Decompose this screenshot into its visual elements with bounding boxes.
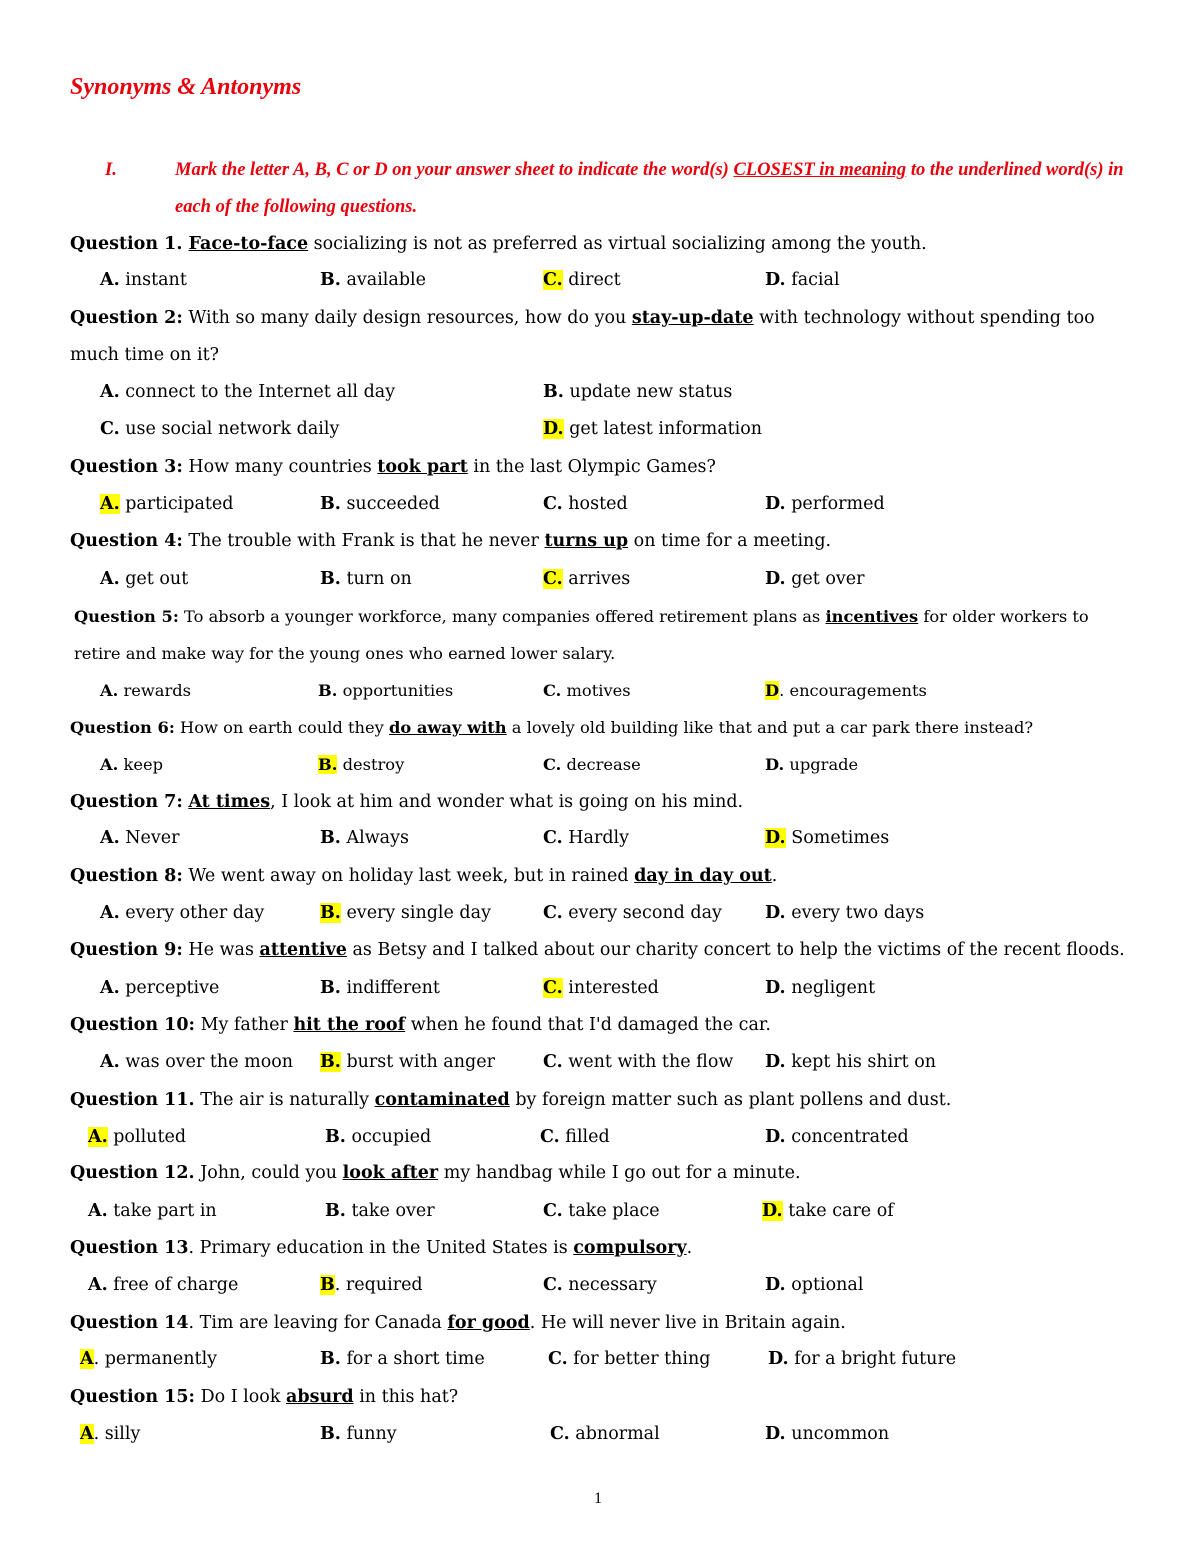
option-text: succeeded (340, 494, 440, 514)
option-10-c (543, 1044, 733, 1081)
option-7-a (100, 820, 180, 857)
question-text: Do I look (195, 1387, 287, 1407)
option-5-a (100, 672, 191, 709)
option-7-c (543, 820, 629, 857)
question-label: Question 14 (70, 1313, 189, 1333)
underlined-word: for good (447, 1313, 530, 1333)
option-3-d (765, 486, 885, 523)
option-1-d (765, 262, 840, 299)
option-letter: B. (320, 978, 341, 998)
option-text: get out (119, 569, 189, 589)
option-letter: A. (100, 569, 120, 589)
option-text: available (340, 270, 426, 290)
option-letter: D. (765, 1127, 786, 1147)
question-text: . Primary education in the United States is (188, 1238, 574, 1258)
option-letter: B. (320, 828, 341, 848)
instruction-post: to the underlined word(s) in each of the following questions. (175, 160, 1124, 217)
option-letter: B. (543, 382, 564, 402)
option-text: every single day (340, 903, 491, 923)
option-letter: D. (768, 1349, 789, 1369)
option-letter: D. (765, 828, 786, 848)
question-11 (70, 1082, 1135, 1119)
option-letter: D. (765, 1275, 786, 1295)
option-text: upgrade (784, 755, 859, 774)
question-label: Question 1. (70, 234, 189, 254)
question-label: Question 10: (70, 1015, 195, 1035)
underlined-word: look after (342, 1163, 439, 1183)
question-text: as Betsy and I talked about our charity concert to help the victims of the recent floods. (346, 940, 1125, 960)
option-text: use social network daily (119, 419, 340, 439)
option-4-b (320, 561, 412, 598)
option-letter: A. (88, 1127, 108, 1147)
option-text: . silly (93, 1424, 141, 1444)
question-10 (70, 1007, 1135, 1044)
option-6-d (765, 746, 858, 783)
option-15-a (80, 1416, 140, 1453)
option-15-d (765, 1416, 889, 1453)
option-6-c (543, 746, 641, 783)
option-text: . encouragements (779, 681, 927, 700)
question-5 (74, 598, 1139, 672)
question-6 (70, 709, 1135, 746)
underlined-word: compulsory (573, 1238, 687, 1258)
option-6-a (100, 746, 163, 783)
option-8-c (543, 895, 722, 932)
page-number: 1 (594, 1490, 602, 1507)
option-letter: D. (765, 1424, 786, 1444)
question-label: Question 13 (70, 1238, 189, 1258)
option-letter: A. (100, 270, 120, 290)
option-7-b (320, 820, 409, 857)
option-letter: A (80, 1349, 94, 1369)
option-text: polluted (107, 1127, 187, 1147)
option-text: Never (119, 828, 180, 848)
option-text: Always (340, 828, 409, 848)
option-text: every other day (119, 903, 265, 923)
option-text: decrease (561, 755, 641, 774)
option-14-a (80, 1341, 217, 1378)
question-text: . (686, 1238, 693, 1258)
option-2-b (543, 374, 732, 411)
option-letter: A (80, 1424, 94, 1444)
option-text: . permanently (93, 1349, 218, 1369)
option-text: kept his shirt on (785, 1052, 937, 1072)
option-text: necessary (562, 1275, 657, 1295)
option-3-b (320, 486, 440, 523)
option-text: indifferent (340, 978, 440, 998)
option-11-c (540, 1119, 610, 1156)
option-text: was over the moon (119, 1052, 294, 1072)
option-text: direct (562, 270, 621, 290)
option-letter: B. (325, 1127, 346, 1147)
option-text: arrives (562, 569, 631, 589)
option-text: concentrated (785, 1127, 909, 1147)
option-text: get latest information (563, 419, 763, 439)
option-text: interested (562, 978, 659, 998)
option-12-a (88, 1193, 217, 1230)
option-text: optional (785, 1275, 864, 1295)
option-letter: B (320, 1275, 335, 1295)
question-text: My father (195, 1015, 294, 1035)
question-text: To absorb a younger workforce, many companies offered retirement plans as (178, 607, 826, 626)
question-text: by foreign matter such as plant pollens and dust. (509, 1090, 952, 1110)
option-1-b (320, 262, 426, 299)
option-3-c (543, 486, 628, 523)
option-letter: A. (100, 681, 119, 700)
option-letter: C. (100, 419, 120, 439)
option-letter: A. (100, 755, 119, 774)
option-letter: C. (543, 755, 562, 774)
option-1-c (543, 262, 621, 299)
option-9-b (320, 970, 440, 1007)
option-letter: C. (543, 1201, 563, 1221)
option-text: facial (785, 270, 840, 290)
option-9-d (765, 970, 875, 1007)
question-label: Question 4: (70, 531, 183, 551)
option-letter: D. (762, 1201, 783, 1221)
option-14-b (320, 1341, 485, 1378)
option-10-a (100, 1044, 293, 1081)
option-5-c (543, 672, 631, 709)
option-letter: C. (543, 828, 563, 848)
option-10-b (320, 1044, 495, 1081)
question-label: Question 8: (70, 866, 183, 886)
option-text: burst with anger (340, 1052, 495, 1072)
instruction-text (175, 152, 1135, 226)
option-text: abnormal (569, 1424, 660, 1444)
option-letter: A. (88, 1201, 108, 1221)
option-letter: A. (100, 978, 120, 998)
question-1 (70, 226, 1135, 263)
option-letter: C. (543, 569, 563, 589)
question-text: How on earth could they (174, 718, 389, 737)
option-text: . required (334, 1275, 423, 1295)
question-text: The air is naturally (194, 1090, 375, 1110)
option-text: every second day (562, 903, 722, 923)
question-text: . Tim are leaving for Canada (188, 1313, 448, 1333)
option-text: went with the flow (562, 1052, 734, 1072)
option-letter: C. (543, 1275, 563, 1295)
option-9-c (543, 970, 659, 1007)
instruction-pre: Mark the letter A, B, C or D on your answer sheet to indicate the word(s) (175, 160, 734, 180)
option-letter: C. (543, 681, 562, 700)
option-6-b (318, 746, 404, 783)
question-label: Question 15: (70, 1387, 195, 1407)
option-15-c (550, 1416, 660, 1453)
option-8-d (765, 895, 924, 932)
option-letter: A. (100, 903, 120, 923)
question-label: Question 5: (74, 607, 179, 626)
option-text: uncommon (785, 1424, 890, 1444)
question-text: for older workers to retire and make way for the young ones who earned lower salary. (74, 607, 1089, 663)
option-letter: B. (320, 1424, 341, 1444)
question-text: when he found that I'd damaged the car. (405, 1015, 771, 1035)
option-text: destroy (337, 755, 405, 774)
option-letter: B. (320, 1349, 341, 1369)
option-letter: D. (765, 1052, 786, 1072)
question-text: . He will never live in Britain again. (529, 1313, 846, 1333)
option-8-b (320, 895, 491, 932)
option-12-c (543, 1193, 660, 1230)
option-12-b (325, 1193, 435, 1230)
question-text: with technology without spending too much time on it? (70, 308, 1095, 365)
option-text: perceptive (119, 978, 220, 998)
option-letter: D. (765, 494, 786, 514)
option-letter: D. (765, 978, 786, 998)
option-text: for a short time (340, 1349, 485, 1369)
option-13-d (765, 1267, 863, 1304)
option-letter: C. (548, 1349, 568, 1369)
option-text: every two days (785, 903, 925, 923)
option-text: filled (559, 1127, 610, 1147)
option-text: take over (345, 1201, 435, 1221)
underlined-word: day in day out (634, 866, 772, 886)
question-3 (70, 449, 1135, 486)
option-13-c (543, 1267, 657, 1304)
option-text: opportunities (337, 681, 454, 700)
underlined-word: stay-up-date (631, 308, 754, 328)
option-letter: D (765, 681, 780, 700)
question-text: socializing is not as preferred as virtual socializing among the youth. (308, 234, 927, 254)
option-letter: A. (100, 1052, 120, 1072)
option-letter: B. (320, 569, 341, 589)
option-13-b (320, 1267, 423, 1304)
option-text: occupied (345, 1127, 432, 1147)
question-text: . (771, 866, 778, 886)
option-9-a (100, 970, 219, 1007)
option-text: negligent (785, 978, 876, 998)
question-text: He was (182, 940, 260, 960)
question-12 (70, 1155, 1135, 1192)
option-letter: A. (88, 1275, 108, 1295)
question-label: Question 7: (70, 792, 183, 812)
option-2-c (100, 411, 339, 448)
option-text: motives (561, 681, 631, 700)
question-text: We went away on holiday last week, but in rained (182, 866, 635, 886)
underlined-word: took part (377, 457, 468, 477)
question-text: a lovely old building like that and put a car park there instead? (506, 718, 1034, 737)
option-11-a (88, 1119, 186, 1156)
question-text: The trouble with Frank is that he never (182, 531, 545, 551)
option-letter: C. (543, 270, 563, 290)
option-15-b (320, 1416, 397, 1453)
question-2 (70, 300, 1135, 374)
option-8-a (100, 895, 264, 932)
question-15 (70, 1379, 1135, 1416)
underlined-word: do away with (388, 718, 507, 737)
option-letter: C. (550, 1424, 570, 1444)
option-5-d (765, 672, 927, 709)
option-letter: A. (100, 828, 120, 848)
option-letter: B. (325, 1201, 346, 1221)
option-letter: C. (543, 494, 563, 514)
option-letter: B. (318, 755, 338, 774)
option-text: rewards (118, 681, 192, 700)
option-letter: D. (765, 903, 786, 923)
question-label: Question 3: (70, 457, 183, 477)
option-14-d (768, 1341, 956, 1378)
question-4 (70, 523, 1135, 560)
underlined-word: hit the roof (293, 1015, 406, 1035)
option-text: hosted (562, 494, 628, 514)
option-text: keep (118, 755, 163, 774)
option-3-a (100, 486, 234, 523)
underlined-word: turns up (544, 531, 629, 551)
option-4-c (543, 561, 630, 598)
option-letter: C. (540, 1127, 560, 1147)
option-letter: B. (320, 903, 341, 923)
underlined-word: At times (188, 792, 271, 812)
option-text: take part in (107, 1201, 217, 1221)
option-letter: B. (318, 681, 338, 700)
option-13-a (88, 1267, 238, 1304)
option-4-d (765, 561, 865, 598)
option-letter: D. (765, 270, 786, 290)
option-text: for a bright future (788, 1349, 957, 1369)
option-14-c (548, 1341, 711, 1378)
option-letter: B. (320, 270, 341, 290)
option-10-d (765, 1044, 936, 1081)
option-text: participated (119, 494, 234, 514)
option-text: take place (562, 1201, 660, 1221)
option-letter: A. (100, 494, 120, 514)
option-letter: D. (765, 569, 786, 589)
option-letter: C. (543, 903, 563, 923)
option-letter: B. (320, 494, 341, 514)
underlined-word: contaminated (374, 1090, 510, 1110)
option-letter: C. (543, 1052, 563, 1072)
option-11-d (765, 1119, 909, 1156)
section-number: I. (105, 160, 117, 180)
option-text: take care of (782, 1201, 894, 1221)
instruction-highlight: CLOSEST in meaning (733, 160, 907, 180)
option-text: free of charge (107, 1275, 239, 1295)
underlined-word: incentives (825, 607, 919, 626)
question-label: Question 11. (70, 1090, 195, 1110)
option-1-a (100, 262, 187, 299)
option-letter: C. (543, 978, 563, 998)
underlined-word: attentive (259, 940, 347, 960)
option-letter: D. (765, 755, 785, 774)
option-text: turn on (340, 569, 412, 589)
option-text: instant (119, 270, 187, 290)
option-text: update new status (563, 382, 733, 402)
underlined-word: Face-to-face (188, 234, 309, 254)
question-label: Question 9: (70, 940, 183, 960)
option-2-a (100, 374, 395, 411)
option-11-b (325, 1119, 431, 1156)
option-text: for better thing (567, 1349, 711, 1369)
question-text: , I look at him and wonder what is going on his mind. (270, 792, 744, 812)
page-title: Synonyms & Antonyms (70, 74, 302, 100)
option-letter: A. (100, 382, 120, 402)
option-text: connect to the Internet all day (119, 382, 396, 402)
question-label: Question 2: (70, 308, 183, 328)
option-4-a (100, 561, 188, 598)
question-9 (70, 932, 1135, 969)
option-text: Sometimes (785, 828, 890, 848)
question-text: on time for a meeting. (628, 531, 832, 551)
option-5-b (318, 672, 453, 709)
option-text: get over (785, 569, 865, 589)
question-text: With so many daily design resources, how do you (182, 308, 632, 328)
question-text: in the last Olympic Games? (467, 457, 716, 477)
question-7 (70, 784, 1135, 821)
question-14 (70, 1305, 1135, 1342)
question-8 (70, 858, 1135, 895)
question-13 (70, 1230, 1135, 1267)
option-text: Hardly (562, 828, 630, 848)
option-text: funny (340, 1424, 397, 1444)
question-text: John, could you (194, 1163, 343, 1183)
option-7-d (765, 820, 889, 857)
question-label: Question 6: (70, 718, 175, 737)
question-text: How many countries (182, 457, 378, 477)
option-letter: B. (320, 1052, 341, 1072)
question-text: my handbag while I go out for a minute. (438, 1163, 801, 1183)
underlined-word: absurd (286, 1387, 354, 1407)
option-12-d (762, 1193, 894, 1230)
question-text: in this hat? (353, 1387, 459, 1407)
option-text: performed (785, 494, 885, 514)
option-2-d (543, 411, 762, 448)
question-label: Question 12. (70, 1163, 195, 1183)
option-letter: D. (543, 419, 564, 439)
